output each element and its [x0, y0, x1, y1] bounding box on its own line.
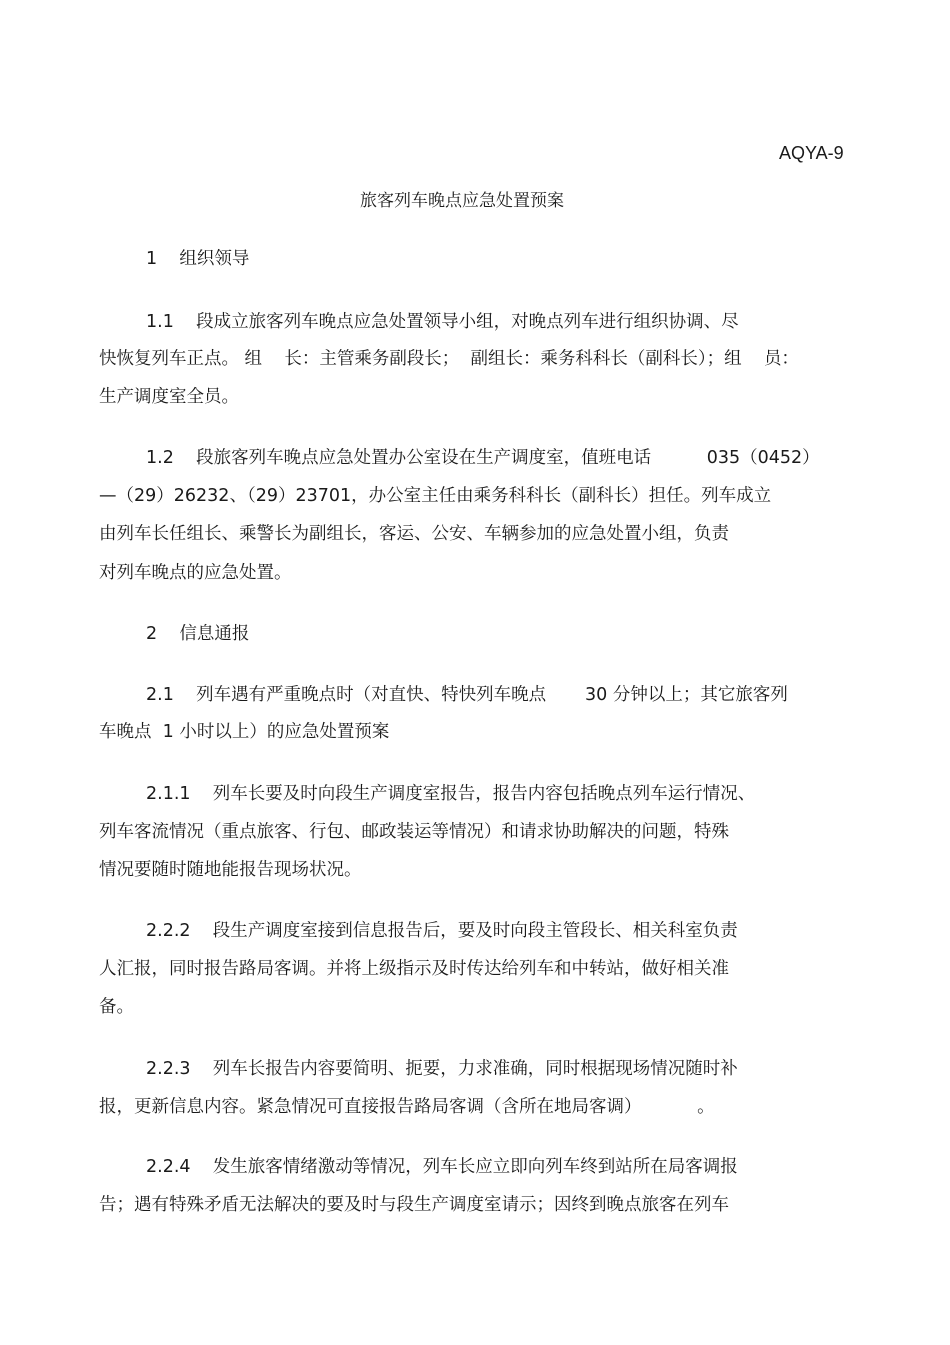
paragraph-line: 2.2.3 列车长报告内容要简明、扼要，力求准确，同时根据现场情况随时补	[146, 1059, 738, 1079]
paragraph-line: —（29）26232、（29）23701，办公室主任由乘务科科长（副科长）担任。列车成立	[99, 486, 772, 506]
paragraph-line: 快恢复列车正点。 组 长：主管乘务副段长； 副组长：乘务科科长（副科长）；组 员：	[99, 349, 799, 369]
paragraph-line: 人汇报，同时报告路局客调。并将上级指示及时传达给列车和中转站，做好相关准	[99, 959, 729, 979]
paragraph-line: 车晚点 1 小时以上）的应急处置预案	[99, 722, 390, 742]
paragraph-line: 备。	[99, 997, 134, 1017]
paragraph-line: 告；遇有特殊矛盾无法解决的要及时与段生产调度室请示；因终到晚点旅客在列车	[99, 1195, 729, 1215]
paragraph-line: 对列车晚点的应急处置。	[99, 563, 292, 583]
section-heading: 1 组织领导	[146, 249, 250, 269]
paragraph-line: 生产调度室全员。	[99, 387, 239, 407]
paragraph-line: 2.1 列车遇有严重晚点时（对直快、特快列车晚点 30 分钟以上；其它旅客列	[146, 685, 788, 705]
paragraph-line: 由列车长任组长、乘警长为副组长，客运、公安、车辆参加的应急处置小组，负责	[99, 524, 729, 544]
document-title: 旅客列车晚点应急处置预案	[360, 191, 564, 211]
paragraph-line: 2.2.4 发生旅客情绪激动等情况，列车长应立即向列车终到站所在局客调报	[146, 1157, 738, 1177]
paragraph-line: 1.1 段成立旅客列车晚点应急处置领导小组，对晚点列车进行组织协调、尽	[146, 312, 739, 332]
paragraph-line: 2.2.2 段生产调度室接到信息报告后，要及时向段主管段长、相关科室负责	[146, 921, 738, 941]
paragraph-line: 报，更新信息内容。紧急情况可直接报告路局客调（含所在地局客调） 。	[99, 1097, 715, 1117]
paragraph-line: 2.1.1 列车长要及时向段生产调度室报告，报告内容包括晚点列车运行情况、	[146, 784, 756, 804]
document-code: AQYA-9	[779, 143, 844, 163]
paragraph-line: 1.2 段旅客列车晚点应急处置办公室设在生产调度室，值班电话 035（0452）	[146, 448, 820, 468]
paragraph-line: 列车客流情况（重点旅客、行包、邮政装运等情况）和请求协助解决的问题，特殊	[99, 822, 729, 842]
paragraph-line: 情况要随时随地能报告现场状况。	[99, 860, 362, 880]
section-heading: 2 信息通报	[146, 624, 250, 644]
